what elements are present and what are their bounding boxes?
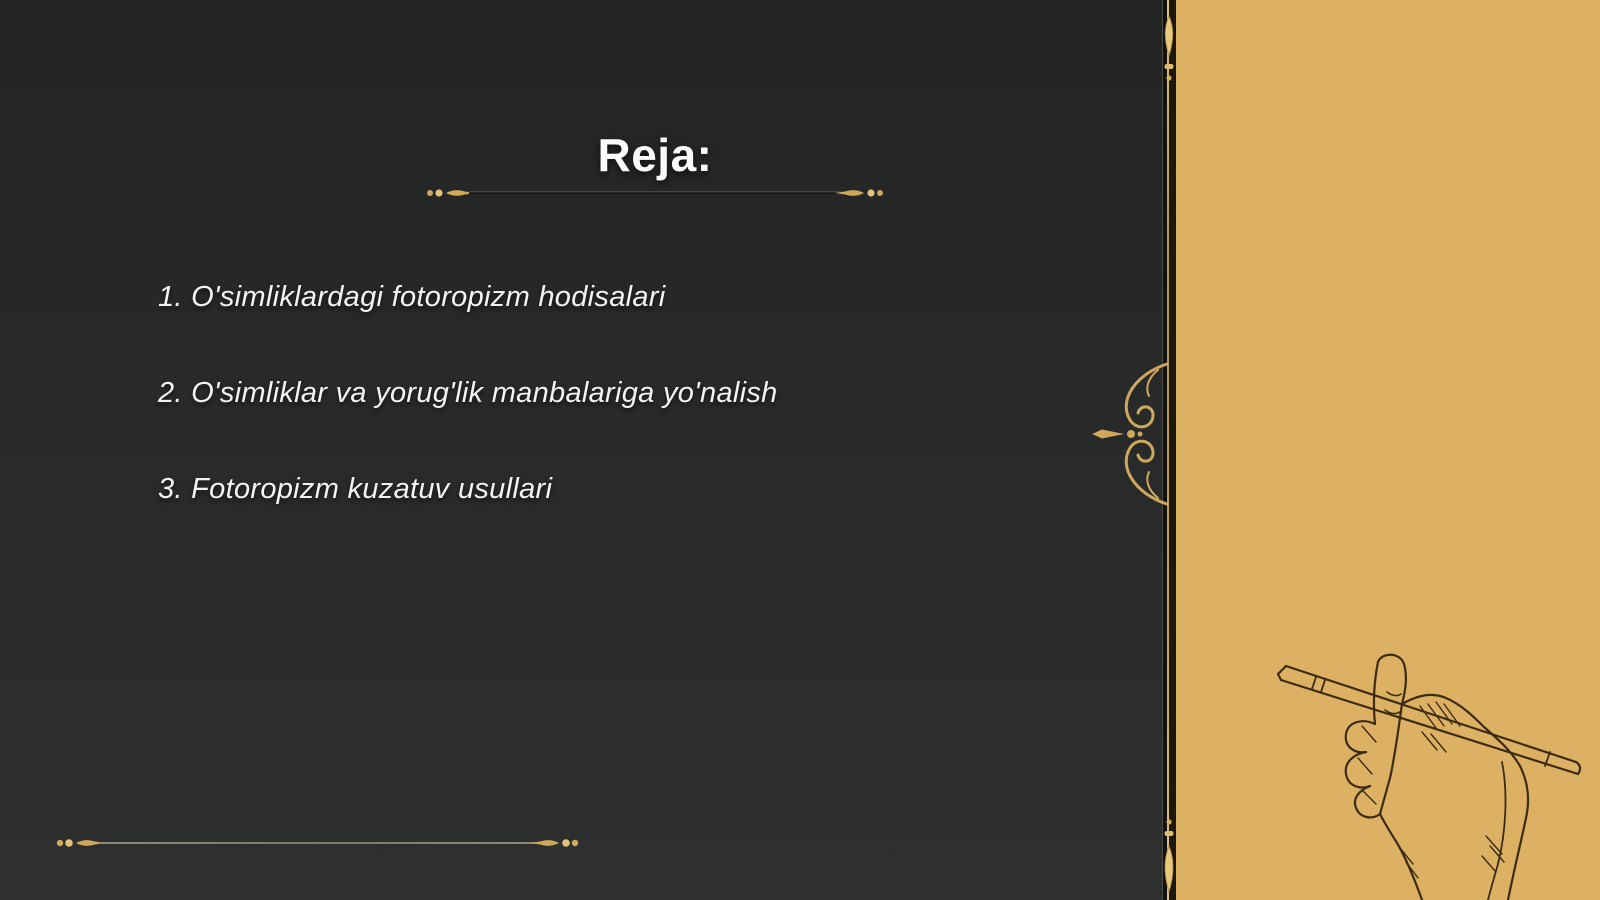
divider-bead-ornament-icon — [833, 186, 885, 200]
agenda-item-1: 1. O'simliklardagi fotoropizm hodisalari — [158, 281, 666, 313]
divider-bead-ornament-icon — [528, 836, 580, 850]
border-flourish-icon — [1088, 358, 1170, 515]
title-divider — [425, 186, 885, 200]
border-bottom-finial-icon — [1161, 812, 1177, 900]
agenda-list — [158, 281, 1058, 569]
divider-line — [99, 842, 536, 844]
border-top-finial-icon — [1161, 12, 1177, 137]
divider-line — [469, 191, 841, 194]
hand-with-pen-illustration-icon — [1250, 640, 1600, 900]
page-title: Reja: — [597, 129, 713, 181]
title-block — [425, 128, 885, 182]
agenda-item-2: 2. O'simliklar va yorug'lik manbalariga yo'nalish — [158, 377, 778, 409]
agenda-item-3: 3. Fotoropizm kuzatuv usullari — [158, 473, 553, 505]
bottom-divider — [55, 836, 580, 850]
